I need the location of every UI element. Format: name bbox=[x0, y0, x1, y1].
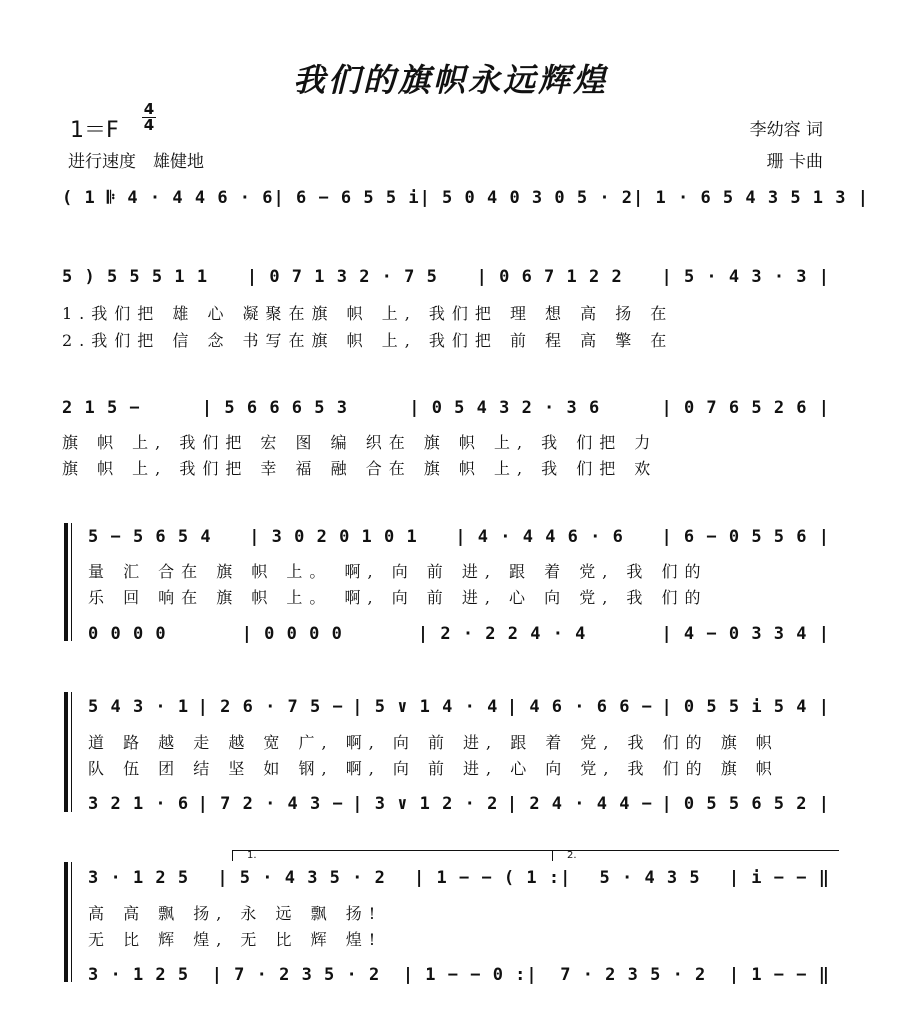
measure: 3 · 1 2 5 bbox=[88, 965, 190, 985]
measure: | 2 · 2 2 4 · 4 bbox=[417, 624, 587, 644]
measure: | 5 6 6 6 5 3 bbox=[201, 398, 348, 418]
measure: 5 · 4 3 5 bbox=[599, 868, 701, 888]
measure: | 1 · 6 5 4 3 5 1 3 | bbox=[633, 188, 869, 208]
melody-row bbox=[88, 868, 830, 888]
measure: | 6 − 6 5 5 i bbox=[273, 188, 420, 208]
meter-bottom: 4 bbox=[143, 116, 155, 134]
lyrics-verse-1 bbox=[88, 559, 830, 582]
melody-row bbox=[62, 188, 869, 208]
lyric-text: 队 伍 团 结 坚 如 钢, 啊, 向 前 进, 心 向 党, 我 们的 旗 帜 bbox=[88, 759, 779, 778]
measure: | 0 7 1 3 2 · 7 5 bbox=[246, 267, 438, 287]
measure: | 4 · 4 4 6 · 6 bbox=[455, 527, 624, 547]
lyrics-verse-2 bbox=[88, 585, 830, 608]
lyric-text: 量 汇 合在 旗 帜 上。 啊, 向 前 进, 跟 着 党, 我 们的 bbox=[88, 562, 708, 581]
harmony-row bbox=[88, 965, 830, 985]
lyrics-verse-1 bbox=[88, 901, 830, 924]
melody-row bbox=[62, 398, 830, 418]
measure: | 0 5 4 3 2 · 3 6 bbox=[409, 398, 601, 418]
measure: | 7 2 · 4 3 − bbox=[197, 794, 344, 814]
measure: | 0 0 0 0 bbox=[241, 624, 343, 644]
measure: | 0 5 5 i 5 4 | bbox=[661, 697, 830, 717]
measure: 3 · 1 2 5 bbox=[88, 868, 190, 888]
measure: | i − − ‖ bbox=[728, 868, 830, 888]
harmony-row bbox=[88, 624, 830, 644]
system-bracket bbox=[64, 523, 72, 641]
lyric-text: 无 比 辉 煌, 无 比 辉 煌! bbox=[88, 930, 383, 949]
meter-top: 4 bbox=[143, 100, 155, 118]
lyric-text: 2.我们把 信 念 书写在旗 帜 上, 我们把 前 程 高 擎 在 bbox=[62, 331, 674, 350]
lyric-text: 乐 回 响在 旗 帜 上。 啊, 向 前 进, 心 向 党, 我 们的 bbox=[88, 588, 708, 607]
key-signature: 1＝F bbox=[70, 118, 119, 143]
measure: 7 · 2 3 5 · 2 bbox=[560, 965, 707, 985]
measure: | 3 0 2 0 1 0 1 bbox=[249, 527, 418, 547]
volta-1: 1. bbox=[232, 850, 552, 861]
measure: 5 − 5 6 5 4 bbox=[88, 527, 212, 547]
measure: 5 4 3 · 1 bbox=[88, 697, 190, 717]
measure: | 0 7 6 5 2 6 | bbox=[661, 398, 830, 418]
lyric-text: 旗 帜 上, 我们把 幸 福 融 合在 旗 帜 上, 我 们把 欢 bbox=[62, 459, 658, 478]
measure: | 5 · 4 3 · 3 | bbox=[661, 267, 830, 287]
measure: | 1 − − 0 :| bbox=[402, 965, 538, 985]
lyric-text: 高 高 飘 扬, 永 远 飘 扬! bbox=[88, 904, 383, 923]
lyrics-verse-2 bbox=[62, 328, 830, 351]
song-title: 我们的旗帜永远辉煌 bbox=[292, 61, 608, 99]
lyrics-verse-1 bbox=[62, 301, 830, 324]
volta-2: 2. bbox=[552, 850, 839, 861]
measure: | 1 − − ‖ bbox=[728, 965, 830, 985]
lyrics-verse-1 bbox=[62, 430, 830, 453]
measure: | 2 4 · 4 4 − bbox=[506, 794, 653, 814]
lyric-text: 1.我们把 雄 心 凝聚在旗 帜 上, 我们把 理 想 高 扬 在 bbox=[62, 304, 674, 323]
measure: | 7 · 2 3 5 · 2 bbox=[211, 965, 381, 985]
harmony-row bbox=[88, 794, 830, 814]
measure: | 5 · 4 3 5 · 2 bbox=[217, 868, 386, 888]
measure: | 4 6 · 6 6 − bbox=[506, 697, 653, 717]
measure: | 3 ∨ 1 2 · 2 bbox=[352, 794, 499, 814]
measure: 2 1 5 − bbox=[62, 398, 141, 418]
lyrics-verse-1 bbox=[88, 730, 830, 753]
lyrics-verse-2 bbox=[88, 756, 830, 779]
time-signature bbox=[142, 102, 156, 133]
measure: 5 ) 5 5 5 1 1 bbox=[62, 267, 209, 287]
system-bracket bbox=[64, 862, 72, 982]
measure: | 0 6 7 1 2 2 bbox=[476, 267, 623, 287]
melody-row bbox=[62, 267, 830, 287]
melody-row bbox=[88, 527, 830, 547]
melody-row bbox=[88, 697, 830, 717]
measure: | 0 5 5 6 5 2 | bbox=[661, 794, 830, 814]
lyric-text: 旗 帜 上, 我们把 宏 图 编 织在 旗 帜 上, 我 们把 力 bbox=[62, 433, 658, 452]
measure: | 2 6 · 7 5 − bbox=[197, 697, 344, 717]
measure: 0 0 0 0 bbox=[88, 624, 167, 644]
measure: | 5 ∨ 1 4 · 4 bbox=[352, 697, 499, 717]
lyrics-verse-2 bbox=[62, 456, 830, 479]
measure: 3 2 1 · 6 bbox=[88, 794, 190, 814]
lyric-text: 道 路 越 走 越 宽 广, 啊, 向 前 进, 跟 着 党, 我 们的 旗 帜 bbox=[88, 733, 779, 752]
measure: ( 1 𝄆 4 · 4 4 6 · 6 bbox=[62, 188, 274, 208]
measure: | 1 − − ( 1 :| bbox=[414, 868, 572, 888]
tempo-marking: 进行速度 雄健地 bbox=[68, 152, 204, 172]
lyrics-verse-2 bbox=[88, 927, 830, 950]
system-bracket bbox=[64, 692, 72, 812]
measure: | 6 − 0 5 5 6 | bbox=[661, 527, 830, 547]
measure: | 4 − 0 3 3 4 | bbox=[661, 624, 830, 644]
composer-credit: 珊 卡曲 bbox=[766, 152, 823, 172]
lyricist-credit: 李幼容 词 bbox=[749, 120, 823, 140]
measure: | 5 0 4 0 3 0 5 · 2 bbox=[419, 188, 634, 208]
